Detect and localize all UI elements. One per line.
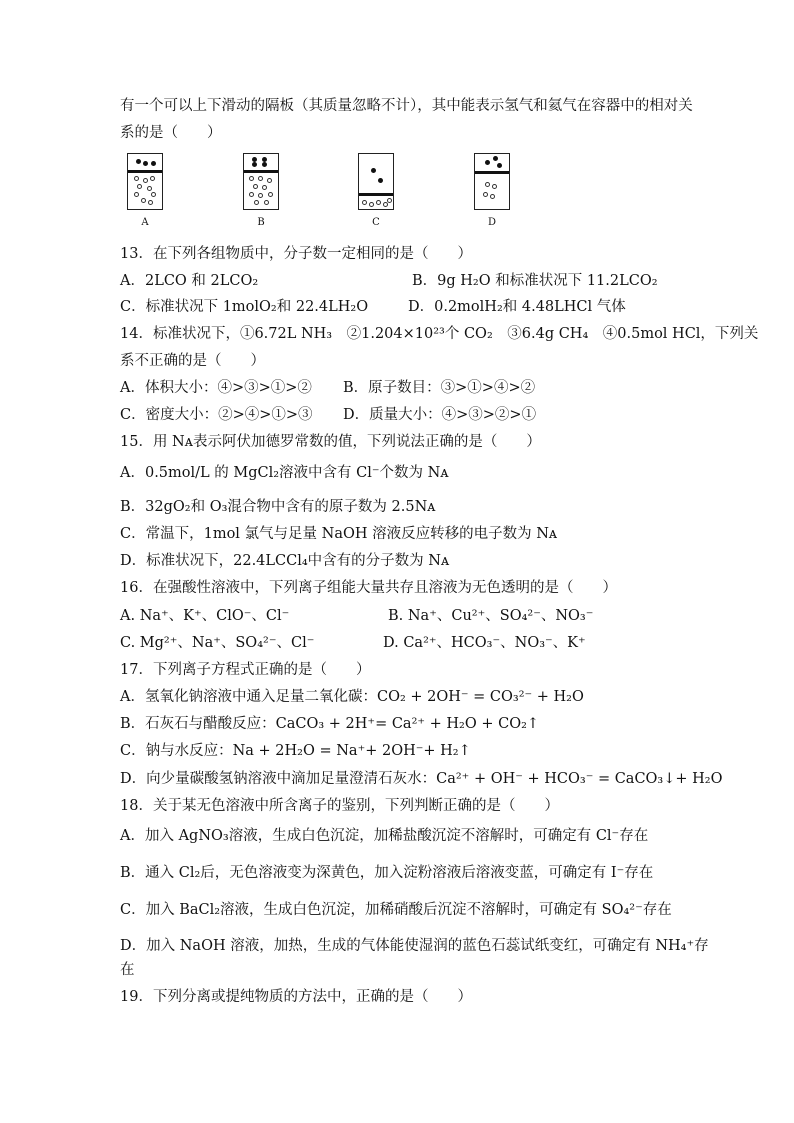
container-b (243, 153, 279, 210)
q16-option-a: A. Na⁺、K⁺、ClO⁻、Cl⁻ (120, 608, 290, 624)
q13-stem: 13．在下列各组物质中，分子数一定相同的是（ ） (120, 246, 472, 262)
q15-option-b: B．32gO₂和 O₃混合物中含有的原子数为 2.5Nᴀ (120, 499, 436, 515)
q13-option-c: C．标准状况下 1molO₂和 22.4LH₂O (120, 299, 369, 315)
figure-label-d: D (487, 217, 497, 228)
q18-option-d-line-1: D．加入 NaOH 溶液，加热，生成的气体能使湿润的蓝色石蕊试纸变红，可确定有 NH₄⁺存 (120, 938, 709, 954)
q17-option-c: C．钠与水反应：Na + 2H₂O = Na⁺+ 2OH⁻+ H₂↑ (120, 743, 471, 759)
figure-label-c: C (372, 217, 380, 228)
q16-option-b: B. Na⁺、Cu²⁺、SO₄²⁻、NO₃⁻ (388, 608, 594, 624)
figure-label-a: A (141, 217, 149, 228)
q14-option-b: B．原子数目：③>①>④>② (343, 380, 536, 396)
q17-option-d: D．向少量碳酸氢钠溶液中滴加足量澄清石灰水：Ca²⁺ + OH⁻ + HCO₃⁻ = CaCO₃↓+ H₂O (120, 771, 723, 787)
q17-option-a: A．氢氧化钠溶液中通入足量二氧化碳：CO₂ + 2OH⁻ = CO₃²⁻ + H₂O (120, 689, 584, 705)
figure-label-b: B (257, 217, 265, 228)
intro-line-2: 系的是（ ） (120, 125, 222, 141)
q17-option-b: B．石灰石与醋酸反应：CaCO₃ + 2H⁺= Ca²⁺ + H₂O + CO₂↑ (120, 716, 540, 732)
container-c (358, 153, 394, 210)
q14-option-a: A．体积大小：④>③>①>② (120, 380, 312, 396)
q15-option-c: C．常温下，1mol 氯气与足量 NaOH 溶液反应转移的电子数为 Nᴀ (120, 526, 558, 542)
q16-option-c: C. Mg²⁺、Na⁺、SO₄²⁻、Cl⁻ (120, 635, 315, 651)
q14-option-d: D．质量大小：④>③>②>① (343, 407, 537, 423)
q14-stem-2: 系不正确的是（ ） (120, 353, 265, 369)
q15-option-d: D．标准状况下，22.4LCCl₄中含有的分子数为 Nᴀ (120, 553, 450, 569)
q13-option-a: A．2LCO 和 2LCO₂ (120, 273, 259, 289)
q16-option-d: D. Ca²⁺、HCO₃⁻、NO₃⁻、K⁺ (383, 635, 586, 651)
q14-option-c: C．密度大小：②>④>①>③ (120, 407, 313, 423)
container-a (127, 153, 163, 210)
container-d (474, 153, 510, 210)
q14-stem-1: 14．标准状况下，①6.72L NH₃ ②1.204×10²³个 CO₂ ③6.4g CH₄ ④0.5mol HCl，下列关 (120, 326, 759, 342)
container-figure (120, 153, 540, 233)
q16-stem: 16．在强酸性溶液中，下列离子组能大量共存且溶液为无色透明的是（ ） (120, 580, 617, 596)
intro-line-1: 有一个可以上下滑动的隔板（其质量忽略不计），其中能表示氢气和氦气在容器中的相对关 (120, 98, 693, 114)
q18-option-d-line-2: 在 (120, 962, 135, 978)
q17-stem: 17．下列离子方程式正确的是（ ） (120, 662, 371, 678)
q15-option-a: A．0.5mol/L 的 MgCl₂溶液中含有 Cl⁻个数为 Nᴀ (120, 465, 449, 481)
q18-option-b: B．通入 Cl₂后，无色溶液变为深黄色，加入淀粉溶液后溶液变蓝，可确定有 I⁻存在 (120, 865, 654, 881)
q13-option-b: B．9g H₂O 和标准状况下 11.2LCO₂ (412, 273, 658, 289)
q19-stem: 19．下列分离或提纯物质的方法中，正确的是（ ） (120, 989, 472, 1005)
q18-option-c: C．加入 BaCl₂溶液，生成白色沉淀，加稀硝酸后沉淀不溶解时，可确定有 SO₄²⁻存在 (120, 902, 672, 918)
q15-stem: 15．用 Nᴀ表示阿伏加德罗常数的值，下列说法正确的是（ ） (120, 434, 541, 450)
q18-option-a: A．加入 AgNO₃溶液，生成白色沉淀，加稀盐酸沉淀不溶解时，可确定有 Cl⁻存在 (120, 828, 649, 844)
q13-option-d: D．0.2molH₂和 4.48LHCl 气体 (408, 299, 626, 315)
q18-stem: 18．关于某无色溶液中所含离子的鉴别，下列判断正确的是（ ） (120, 798, 559, 814)
